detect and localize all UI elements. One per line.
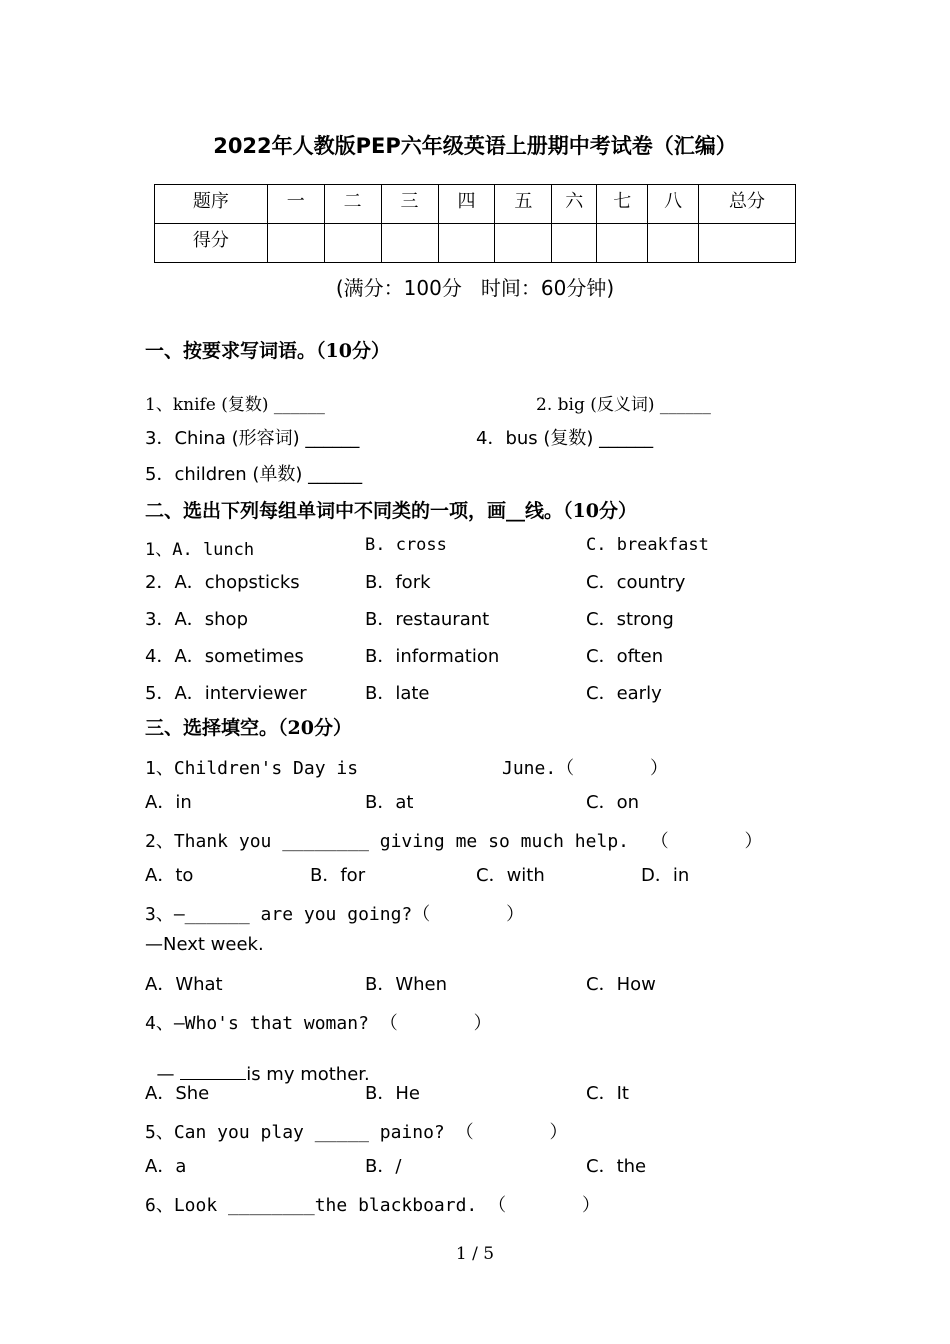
score-header-cell: 四 (438, 185, 495, 224)
s3-q4-option-c: C．It (586, 1083, 629, 1104)
score-header-cell: 五 (495, 185, 552, 224)
s3-q5-option-b: B．/ (365, 1156, 402, 1177)
s3-question-1-tail: June.（ ） (502, 758, 669, 779)
s3-q3-option-b: B．When (365, 974, 448, 995)
section-1-heading: 一、按要求写词语。（10分） (145, 340, 390, 362)
score-header-cell: 题序 (155, 185, 268, 224)
score-header-cell: 七 (597, 185, 648, 224)
s2-q5-option-a: 5．A．interviewer (145, 683, 307, 704)
s2-q5-option-c: C．early (586, 683, 662, 704)
s3-q4-option-b: B．He (365, 1083, 420, 1104)
s3-question-2: 2、Thank you ________ giving me so much help. （ ） (145, 831, 763, 852)
s3-q3-option-a: A．What (145, 974, 223, 995)
s3-q5-option-c: C．the (586, 1156, 647, 1177)
score-cell[interactable] (438, 224, 495, 263)
s3-q2-option-c: C．with (476, 865, 545, 886)
s3-q2-option-d: D．in (641, 865, 690, 886)
s2-q1-option-a: 1、A. lunch (145, 540, 255, 560)
s2-q3-option-c: C．strong (586, 609, 674, 630)
s3-q5-option-a: A．a (145, 1156, 187, 1177)
s2-q3-option-b: B．restaurant (365, 609, 490, 630)
s1-question-4: 4．bus (复数) ______ (476, 428, 654, 449)
s2-q5-option-b: B．late (365, 683, 430, 704)
s2-q2-option-b: B．fork (365, 572, 431, 593)
s1-question-5: 5．children (单数) ______ (145, 464, 363, 485)
s3-question-3: 3、—______ are you going?（ ） (145, 904, 525, 925)
s3-question-1: 1、Children's Day is (145, 758, 359, 779)
s3-q2-option-a: A．to (145, 865, 194, 886)
score-table-score-row (155, 224, 796, 263)
s2-q4-option-c: C．often (586, 646, 664, 667)
score-header-cell: 三 (381, 185, 438, 224)
score-cell[interactable] (597, 224, 648, 263)
s3-question-4: 4、—Who's that woman? （ ） (145, 1013, 492, 1034)
score-cell[interactable] (324, 224, 381, 263)
s3-q4-dash: — (156, 1064, 175, 1085)
score-header-cell: 总分 (699, 185, 796, 224)
s3-q1-option-a: A．in (145, 792, 192, 813)
score-header-cell: 六 (552, 185, 597, 224)
score-header-cell: 一 (267, 185, 324, 224)
s1-question-3: 3．China (形容词) ______ (145, 428, 360, 449)
s2-q1-option-b: B. cross (365, 535, 447, 555)
score-cell[interactable] (699, 224, 796, 263)
score-cell[interactable] (495, 224, 552, 263)
s3-q1-option-b: B．at (365, 792, 414, 813)
s2-q3-option-a: 3．A．shop (145, 609, 248, 630)
score-row-label: 得分 (155, 224, 268, 263)
s3-q3-option-c: C．How (586, 974, 656, 995)
score-table (154, 184, 796, 263)
s3-q2-option-b: B．for (310, 865, 366, 886)
s3-q4-reply-text: is my mother. (246, 1064, 370, 1085)
s1-question-1: 1、knife (复数) ______ (145, 395, 325, 415)
s3-question-5: 5、Can you play _____ paino? （ ） (145, 1122, 568, 1143)
score-header-cell: 八 (648, 185, 699, 224)
s3-question-3-reply: —Next week. (145, 934, 264, 955)
s3-question-6: 6、Look ________the blackboard. （ ） (145, 1195, 600, 1216)
s2-q4-option-a: 4．A．sometimes (145, 646, 304, 667)
s2-q1-option-c: C. breakfast (586, 535, 709, 555)
s3-q1-option-c: C．on (586, 792, 639, 813)
page-title: 2022年人教版PEP六年级英语上册期中考试卷（汇编） (213, 134, 737, 158)
section-2-heading: 二、选出下列每组单词中不同类的一项，画__线。（10分） (145, 500, 637, 522)
s3-q4-option-a: A．She (145, 1083, 210, 1104)
s2-q2-option-c: C．country (586, 572, 686, 593)
score-header-cell: 二 (324, 185, 381, 224)
s1-question-2: 2. big (反义词) ______ (536, 395, 711, 415)
score-cell[interactable] (552, 224, 597, 263)
score-table-header-row (155, 185, 796, 224)
exam-meta: (满分：100分 时间：60分钟) (335, 276, 615, 300)
page-number: 1 / 5 (455, 1244, 495, 1264)
score-cell[interactable] (381, 224, 438, 263)
s2-q2-option-a: 2．A．chopsticks (145, 572, 300, 593)
section-3-heading: 三、选择填空。（20分） (145, 717, 352, 739)
score-cell[interactable] (267, 224, 324, 263)
score-cell[interactable] (648, 224, 699, 263)
s2-q4-option-b: B．information (365, 646, 500, 667)
